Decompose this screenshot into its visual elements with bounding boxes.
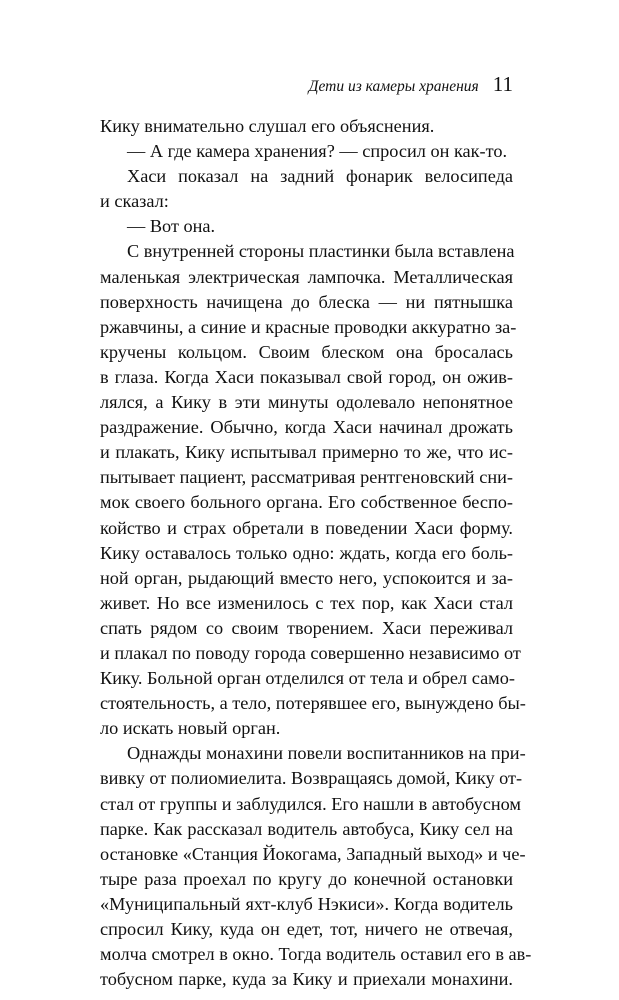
text-line: парке. Как рассказал водитель автобуса, Кику сел на	[100, 818, 513, 839]
page-header	[100, 72, 513, 97]
text-line: «Муниципальный яхт-клуб Нэкиси». Когда водитель	[100, 893, 513, 914]
text-line: спросил Кику, куда он едет, тот, ничего не отвечая,	[100, 919, 513, 939]
text-line: тыре раза проехал по кругу до конечной остановки	[100, 868, 513, 889]
text-line: спать рядом со своим творением. Хаси переживал	[100, 617, 513, 638]
text-line: ной орган, рыдающий вместо него, успокоится и за-	[100, 567, 513, 588]
page-number: 11	[492, 72, 513, 96]
text-line: стал от группы и заблудился. Его нашли в автобусном	[100, 793, 521, 814]
text-line: стоятельность, а тело, потерявшее его, вынуждено бы-	[100, 693, 526, 714]
text-line: ржавчины, а синие и красные проводки аккуратно за-	[100, 316, 517, 337]
text-line: лялся, а Кику в эти минуты одолевало непонятное	[100, 392, 513, 413]
text-line: молча смотрел в окно. Тогда водитель оставил его в ав-	[100, 944, 532, 965]
text-line: ло искать новый орган.	[100, 718, 281, 739]
text-line: кручены кольцом. Своим блеском она бросалась	[100, 341, 513, 362]
text-line: остановке «Станция Йокогама, Западный выход» и че-	[100, 843, 526, 864]
text-line: вивку от полиомиелита. Возвращаясь домой, Кику от-	[100, 768, 523, 789]
text-line: С внутренней стороны пластинки была вставлена	[127, 241, 515, 262]
text-line: и плакал по поводу города совершенно независимо от	[100, 642, 521, 663]
text-line: и сказал:	[100, 191, 169, 212]
text-line: в глаза. Когда Хаси показывал свой город, он ожив-	[100, 366, 513, 387]
text-line: Однажды монахини повели воспитанников на при-	[127, 743, 526, 764]
text-line: поверхность начищена до блеска — ни пятнышка	[100, 291, 513, 312]
text-line: пытывает пациент, рассматривая рентгеновский сни-	[100, 467, 513, 488]
text-line: маленькая электрическая лампочка. Металлическая	[100, 266, 513, 287]
text-line: тобусном парке, куда за Кику и приехали монахини.	[100, 969, 513, 990]
body-text	[100, 114, 532, 992]
text-line: Кику внимательно слушал его объяснения.	[100, 116, 435, 136]
text-line: и плакать, Кику испытывал примерно то же, что ис-	[100, 442, 513, 463]
text-line: раздражение. Обычно, когда Хаси начинал дрожать	[100, 417, 513, 438]
running-title: Дети из камеры хранения	[308, 78, 479, 95]
text-line: — Вот она.	[127, 216, 216, 237]
text-line: Кику. Больной орган отделился от тела и обрел само-	[100, 668, 515, 689]
text-line: Хаси показал на задний фонарик велосипеда	[127, 166, 513, 187]
text-line: — А где камера хранения? — спросил он как-то.	[127, 141, 508, 162]
text-line: мок своего больного органа. Его собственное беспо-	[100, 492, 513, 513]
text-line: койство и страх обретали в поведении Хаси форму.	[100, 517, 513, 538]
text-line: живет. Но все изменилось с тех пор, как Хаси стал	[100, 592, 513, 613]
text-line: Кику оставалось только одно: ждать, когда его боль-	[100, 542, 513, 563]
